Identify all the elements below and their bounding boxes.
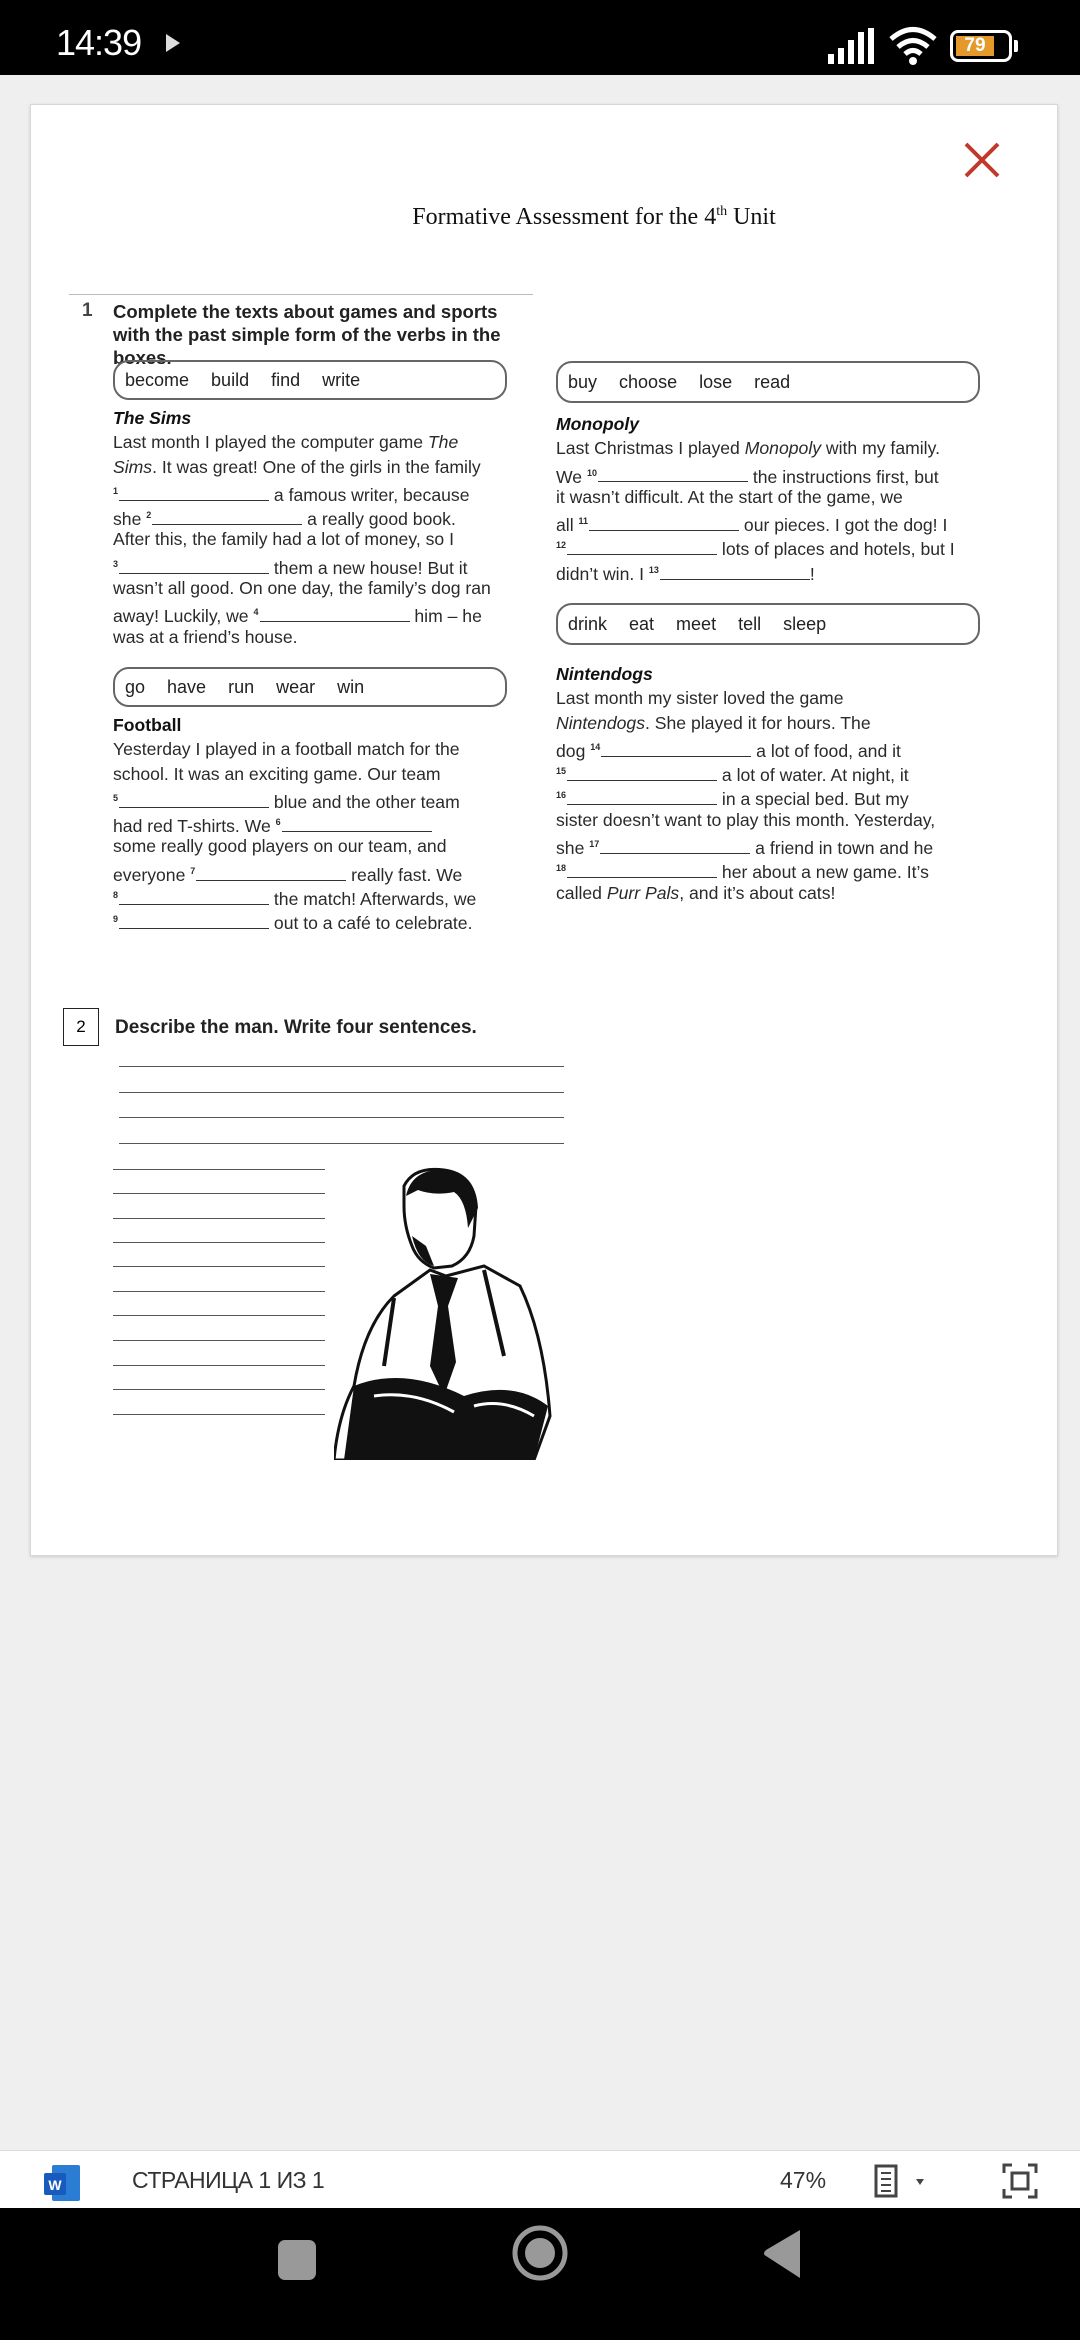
exercise-2-number: 2 (63, 1008, 99, 1046)
gap-number: 11 (578, 516, 589, 527)
gap-number: 1 (113, 485, 119, 496)
text-line: sister doesn’t want to play this month. Yesterday, (556, 809, 936, 830)
clock: 14:39 (56, 22, 142, 63)
answer-blank[interactable] (600, 837, 750, 854)
writing-line (113, 1365, 325, 1366)
answer-blank[interactable] (119, 888, 269, 905)
gap-number: 3 (113, 558, 119, 569)
word-option: find (271, 369, 301, 390)
document-title (0, 204, 1080, 231)
gap-number: 15 (556, 766, 567, 777)
exercise-2-instruction: Describe the man. Write four sentences. (115, 1017, 477, 1038)
writing-line (113, 1291, 325, 1292)
gap-number: 4 (253, 607, 259, 618)
text-line: was at a friend’s house. (113, 626, 298, 647)
text-line: $^{16}$ in a special bed. But my (556, 789, 909, 810)
text-line: $^{18}$ her about a new game. It’s (556, 862, 929, 883)
gap-number: 14 (590, 741, 601, 752)
italic-title: Nintendogs (556, 712, 646, 733)
text-line: called Purr Pals, and it’s about cats! (556, 882, 836, 903)
text-line: $^{12}$ lots of places and hotels, but I (556, 539, 955, 560)
word-option: run (228, 676, 255, 697)
text-line: didn’t win. I $^{13}$ ! (556, 563, 815, 584)
gap-number: 7 (190, 865, 196, 876)
battery-icon (950, 30, 1012, 62)
text-the-sims (113, 406, 491, 649)
text-line: Last Christmas I played Monopoly with my family. (556, 438, 940, 459)
text-line: she $^{17}$ a friend in town and he (556, 837, 934, 858)
word-option: eat (629, 613, 655, 634)
text-heading: Football (113, 715, 182, 735)
writing-line (119, 1117, 564, 1118)
navigation-bar (0, 2208, 1080, 2340)
italic-title: Sims (113, 456, 153, 477)
word-box (113, 360, 507, 400)
exercise-1-number: 1 (82, 300, 93, 321)
writing-line (119, 1066, 564, 1067)
answer-blank[interactable] (282, 815, 432, 832)
writing-line (119, 1092, 564, 1093)
text-line: dog $^{14}$ a lot of food, and it (556, 740, 901, 761)
battery-tip (1014, 40, 1018, 52)
text-line: $^9$ out to a café to celebrate. (113, 913, 473, 934)
answer-blank[interactable] (567, 538, 717, 555)
answer-blank[interactable] (660, 563, 810, 580)
text-heading: Nintendogs (556, 664, 653, 684)
recents-button[interactable] (276, 2238, 320, 2282)
text-line: some really good players on our team, and (113, 836, 447, 857)
text-line: We $^{10}$ the instructions first, but (556, 466, 939, 487)
gap-number: 17 (589, 839, 600, 850)
answer-blank[interactable] (589, 514, 739, 531)
word-option: sleep (783, 613, 827, 634)
text-line: $^8$ the match! Afterwards, we (113, 888, 477, 909)
word-option: lose (699, 371, 733, 392)
word-option: choose (619, 371, 678, 392)
divider (69, 294, 533, 295)
writing-line (113, 1389, 325, 1390)
word-box (556, 361, 980, 403)
gap-number: 9 (113, 914, 119, 925)
word-option: write (322, 369, 361, 390)
word-option: drink (568, 613, 608, 634)
italic-title: Monopoly (744, 438, 822, 459)
close-icon[interactable] (960, 138, 1004, 182)
text-line: had red T-shirts. We $^6$ (113, 810, 476, 834)
gap-number: 8 (113, 890, 119, 901)
text-line: $^5$ blue and the other team (113, 791, 460, 812)
text-football (113, 713, 476, 932)
back-button[interactable] (762, 2228, 802, 2280)
italic-title: Purr Pals (606, 882, 680, 903)
play-store-notification-icon (166, 34, 180, 52)
answer-blank[interactable] (598, 465, 748, 482)
word-option: tell (738, 613, 762, 634)
man-illustration (334, 1166, 558, 1460)
svg-text:W: W (48, 2177, 62, 2193)
text-line: Last month my sister loved the game (556, 688, 844, 709)
answer-blank[interactable] (119, 484, 269, 501)
word-option: become (125, 369, 190, 390)
text-nintendogs (556, 662, 935, 905)
text-line: Nintendogs. She played it for hours. The (556, 712, 871, 733)
text-heading: Monopoly (556, 414, 640, 434)
answer-blank[interactable] (567, 788, 717, 805)
view-mode-dropdown-icon[interactable] (872, 2163, 938, 2199)
answer-blank[interactable] (119, 557, 269, 574)
page-indicator: СТРАНИЦА 1 ИЗ 1 (132, 2167, 325, 2193)
gap-number: 2 (146, 510, 152, 521)
gap-number: 10 (586, 467, 597, 478)
writing-line (113, 1340, 325, 1341)
text-line: Yesterday I played in a football match for the (113, 739, 460, 760)
text-line: $^1$ a famous writer, because (113, 484, 470, 505)
title-text-end: Unit (727, 204, 776, 230)
word-option: wear (276, 676, 316, 697)
italic-title: The (427, 432, 459, 453)
writing-line (113, 1169, 325, 1170)
text-line: she $^2$ a really good book. (113, 509, 456, 530)
writing-line (113, 1414, 325, 1415)
word-app-icon (42, 2163, 82, 2203)
status-bar (0, 0, 1080, 75)
answer-blank[interactable] (567, 764, 717, 781)
gap-number: 18 (556, 863, 567, 874)
gap-number: 16 (556, 790, 567, 801)
writing-line (113, 1218, 325, 1219)
exercise-1-instruction: Complete the texts about games and sports with the past simple form of the verbs in the boxes. (113, 301, 501, 368)
bottom-toolbar (0, 2150, 1080, 2208)
title-text: Formative Assessment for the 4 (412, 204, 717, 230)
zoom-level[interactable]: 47% (780, 2167, 827, 2193)
answer-blank[interactable] (152, 508, 302, 525)
text-line: Last month I played the computer game The (113, 432, 459, 453)
fullscreen-icon[interactable] (1002, 2163, 1038, 2199)
text-monopoly (556, 412, 955, 582)
answer-blank[interactable] (260, 605, 410, 622)
text-line: Sims. It was great! One of the girls in the family (113, 456, 481, 477)
answer-blank[interactable] (601, 740, 751, 757)
answer-blank[interactable] (567, 861, 717, 878)
gap-number: 6 (275, 817, 281, 828)
word-option: go (125, 676, 146, 697)
word-option: win (337, 676, 365, 697)
word-option: read (754, 371, 791, 392)
word-option: have (167, 676, 207, 697)
gap-number: 13 (648, 564, 659, 575)
writing-line (119, 1143, 564, 1144)
text-line: everyone $^7$ really fast. We (113, 864, 463, 885)
answer-blank[interactable] (119, 791, 269, 808)
text-line: After this, the family had a lot of money, so I (113, 529, 454, 550)
text-line: $^3$ them a new house! But it (113, 557, 468, 578)
word-option: buy (568, 371, 598, 392)
text-line: school. It was an exciting game. Our team (113, 763, 441, 784)
writing-line (113, 1193, 325, 1194)
text-line: $^{15}$ a lot of water. At night, it (556, 765, 909, 786)
answer-blank[interactable] (196, 864, 346, 881)
signal-icon (828, 28, 874, 64)
word-box (556, 603, 980, 645)
writing-line (113, 1315, 325, 1316)
text-heading: The Sims (113, 408, 192, 428)
text-line: it wasn’t difficult. At the start of the game, we (556, 486, 903, 507)
battery-level: 79 (956, 36, 994, 56)
answer-blank[interactable] (119, 912, 269, 929)
writing-line (113, 1242, 325, 1243)
word-option: meet (676, 613, 717, 634)
writing-line (113, 1266, 325, 1267)
gap-number: 5 (113, 792, 119, 803)
title-superscript: th (716, 204, 728, 219)
text-line: all $^{11}$ our pieces. I got the dog! I (556, 515, 948, 536)
wifi-icon (888, 26, 938, 66)
word-box (113, 667, 507, 707)
word-option: build (211, 369, 250, 390)
text-line: wasn’t all good. On one day, the family’s dog ran (113, 578, 491, 599)
gap-number: 12 (556, 540, 567, 551)
home-button[interactable] (510, 2223, 570, 2283)
text-line: away! Luckily, we $^4$ him – he (113, 606, 482, 627)
